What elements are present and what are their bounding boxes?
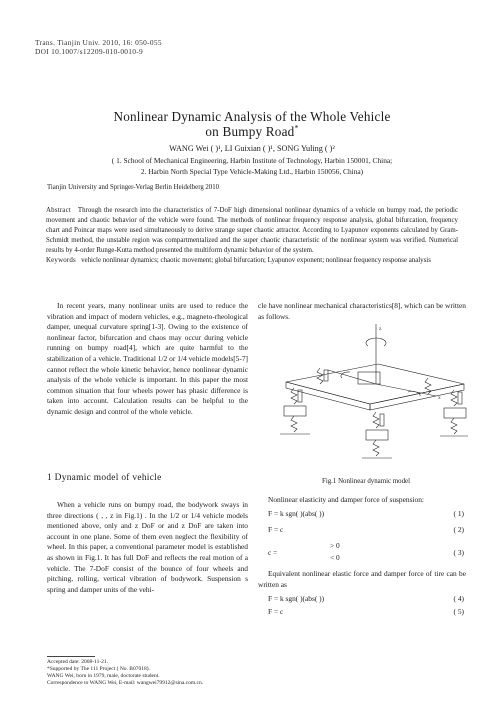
author-list: WANG Wei ( )¹, LI Guixian ( )¹, SONG Yuling ( )² — [169, 144, 335, 153]
abstract-block — [46, 206, 458, 266]
affiliation-2: 2. Harbin North Special Type Vehicle-Making Ltd., Harbin 150056, China) — [140, 167, 364, 176]
publisher-line: Tianjin University and Springer-Verlag Berlin Heidelberg 2010 — [47, 184, 220, 191]
eq-intro-2 — [258, 569, 466, 590]
right-column-intro — [258, 301, 466, 322]
equation-5 — [268, 607, 464, 616]
equation-5-body: F = c — [268, 607, 284, 616]
vehicle-model-figure — [258, 322, 474, 474]
x-axis-label: x — [438, 395, 441, 401]
equation-5-number: ( 5) — [453, 607, 464, 616]
equation-3 — [268, 541, 464, 565]
footnote-support: *Supported by The 111 Project ( No. B07018). — [47, 666, 150, 672]
z-axis-label: z — [379, 326, 382, 332]
footnote-correspondence: Correspondence to WANG Wei, E-mail: wangwei79912@sina.com.cn. — [47, 680, 204, 686]
keywords-label: Keywords — [46, 257, 76, 264]
paper-title — [0, 109, 504, 139]
suspension-rear-right — [440, 390, 468, 436]
keywords-text: vehicle nonlinear dynamics; chaotic movement; global bifurcation; Lyapunov exponent; nonlinear frequency response analysis — [81, 257, 431, 264]
section1-paragraph: When a vehicle runs on bumpy road, the bodywork sways in three directions ( , , z in Fig.1) . In the 1/2 or 1/4 vehicle models mentioned above, only and z DoF or and z DoF are taken into account in one plane. Some of them even neglect the flexibility of wheel. In this paper, a conventional parameter model is established as shown in Fig.1. It has full DoF and reflects the real motion of a vehicle. The 7-DoF consist of the bounce of four wheels and pitching, rolling, vertical vibration of bodywork. Suspension s spring and damper units of the vehi- — [47, 500, 248, 594]
suspension-front-left — [280, 388, 310, 434]
eq-intro — [258, 495, 466, 506]
title-line-1: Nonlinear Dynamic Analysis of the Whole Vehicle — [113, 109, 391, 124]
equation-2-body: F = c — [268, 525, 284, 534]
section-heading: 1 Dynamic model of vehicle — [47, 473, 162, 483]
footnote-rule — [47, 656, 95, 657]
equation-4-body: F = k sgn( )(abs( )) — [268, 594, 325, 603]
footnote-author: WANG Wei, born in 1979, male, doctorate student. — [47, 673, 160, 679]
equation-1 — [268, 509, 464, 518]
equation-4 — [268, 594, 464, 603]
equation-4-number: ( 4) — [453, 594, 464, 603]
eq-intro-text: Nonlinear elasticity and damper force of suspension: — [268, 495, 424, 504]
left-column-intro — [47, 301, 248, 418]
suspension-front-right — [362, 412, 392, 458]
intro-paragraph: In recent years, many nonlinear units are used to reduce the vibration and impact of modern vehicles, e.g., magneto-rheological damper, unequal curvature spring[1-3]. Owing to the existence of nonlinear factor, bifurcation and chaos may occur during vehicle running on bumpy road[4], which are quite harmful to the stabilization of a vehicle. Traditional 1/2 or 1/4 vehicle models[5-7] cannot reflect the whole kinetic behavior, hence nonlinear dynamic analysis of the whole vehicle is important. In this paper the most common situation that four wheels power has phasic difference is taken into account. Calculation results can be helpful to the dynamic design and control of the whole vehicle. — [47, 301, 248, 416]
affiliation-1: ( 1. School of Mechanical Engineering, Harbin Institute of Technology, Harbin 150001, China; — [111, 156, 393, 165]
abstract-label: Abstract — [46, 207, 71, 214]
footnote-accepted: Accepted date: 2008-11-21. — [47, 659, 109, 665]
equation-2 — [268, 525, 464, 534]
figure-caption: Fig.1 Nonlinear dynamic model — [321, 478, 411, 485]
equation-1-number: ( 1) — [453, 509, 464, 518]
doi-line: DOI 10.1007/s12209-010-0010-9 — [35, 47, 144, 56]
keywords-line — [46, 256, 458, 266]
title-line-2: on Bumpy Road* — [205, 123, 299, 139]
left-column-section1 — [47, 500, 248, 595]
x-axis — [376, 384, 436, 396]
equation-2-number: ( 2) — [453, 525, 464, 534]
body-side-face — [370, 384, 464, 410]
equation-3-number: ( 3) — [453, 548, 464, 557]
suspension-rear-left — [317, 368, 328, 384]
right-intro-text: cle have nonlinear mechanical characteristics[8], which can be written as follows. — [258, 301, 466, 321]
abstract-text: Through the research into the characteristics of 7-DoF high dimensional nonlinear dynamics of a vehicle on bumpy road, the periodic movement and chaotic behavior of the vehicle were found. The methods of nonlinear frequency response analysis, global bifurcation, frequency chart and Poincar maps were used simultaneously to derive strange super chaotic attractor. According to Lyapunov exponents calculated by Gram-Schmidt method, the unstable region was compartmentalized and the super chaotic characteristic of the nonlinear system was verified. Numerical results by 4-order Runge-Kutta method presented the multiform dynamic behavior of the system. — [46, 207, 459, 254]
equation-3-lhs: c = — [268, 548, 278, 557]
equation-3-case-a: > 0 — [330, 541, 340, 550]
eq-intro-2-text: Equivalent nonlinear elastic force and damper force of tire can be written as — [258, 569, 466, 589]
journal-citation: Trans. Tianjin Univ. 2010, 16: 050-055 — [35, 38, 162, 47]
equation-3-case-b: < 0 — [330, 553, 340, 562]
equation-1-body: F = k sgn( )(abs( )) — [268, 509, 325, 518]
